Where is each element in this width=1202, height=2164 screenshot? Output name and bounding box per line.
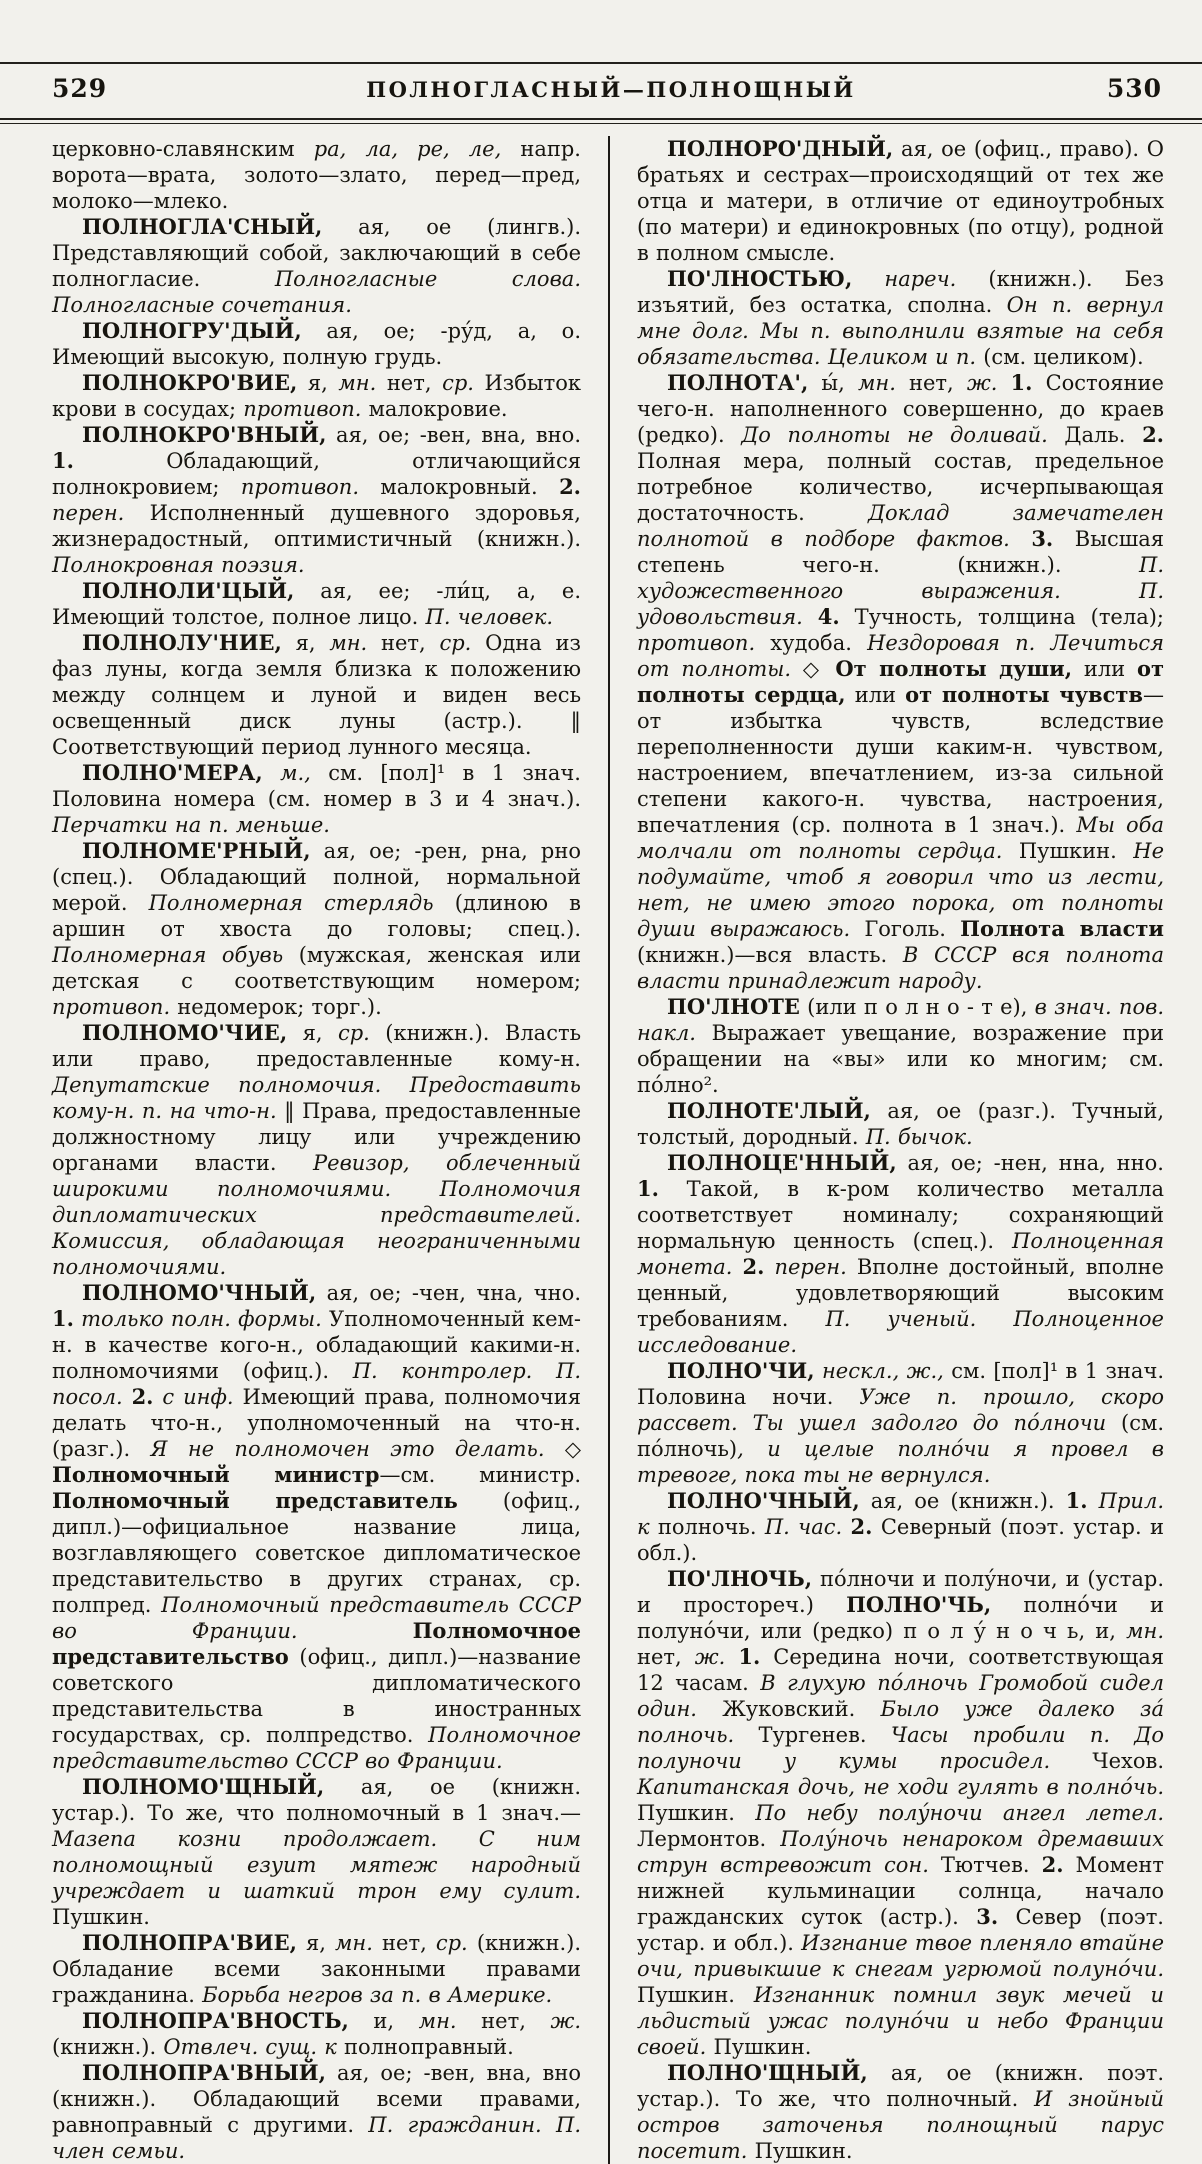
entry-text-bold: ПОЛНОКРО'ВНЫЙ, — [82, 422, 327, 447]
entry-text: ая, ое (лингв.). Представляющий собой, заключающий в себе полногласие. — [52, 215, 581, 291]
entry-text-bold: ПОЛНОГЛА'СНЫЙ, — [82, 214, 323, 239]
entry-text-bold: 3. — [976, 1904, 999, 1929]
entry-text-bold: 2. — [742, 1254, 765, 1279]
entry-text: ая, ое (книжн.). — [859, 1489, 1066, 1513]
right-column — [608, 136, 1164, 2164]
entry-text-italic: Уже п. прошло, скоро рассвет. Ты ушел задолго до по́лночи — [637, 1385, 1164, 1435]
entry-text-bold: ПО'ЛНОЧЬ, — [667, 1566, 813, 1591]
entry-text-italic: противоп. — [52, 995, 171, 1019]
entry-text-italic: м., — [280, 761, 311, 785]
entry-text-italic: В СССР вся полнота власти принадлежит народу. — [637, 943, 1164, 993]
entry-text-italic: Полу́ночь ненароком дремавших струн встревожит сон. — [637, 1827, 1164, 1877]
entry-text-bold: ПО'ЛНОСТЬЮ, — [667, 266, 853, 291]
entry-text-italic: Полномочное представительство СССР во Франции. — [52, 1723, 581, 1773]
entry-text: недомерок; торг.). — [170, 995, 382, 1019]
dictionary-entry — [637, 2060, 1164, 2164]
entry-text: Лермонтов. — [637, 1827, 781, 1851]
entry-text: полночь. — [649, 1515, 765, 1539]
entry-text: нет, — [456, 2009, 551, 2033]
entry-text-italic: Полноценная монета. — [637, 1229, 1164, 1279]
entry-text: ая, ее; -ли́ц, а, е. Имеющий толстое, полное лицо. — [52, 579, 581, 629]
page-number-right: 530 — [1106, 74, 1162, 103]
running-title: ПОЛНОГЛАСНЫЙ—ПОЛНОЩНЫЙ — [366, 77, 856, 102]
entry-text: см. [пол]¹ в 1 знач. Половина номера (см. номер в 3 и 4 знач.). — [52, 761, 581, 811]
entry-text-bold: ПОЛНОГРУ'ДЫЙ, — [82, 318, 302, 343]
entry-text: Тургенев. — [734, 1723, 891, 1747]
entry-text: Выражает увещание, возражение при обращении на «вы» или ко многим; см. по́лно². — [637, 1021, 1164, 1097]
entry-text-italic: Доклад замечателен полнотой в подборе фактов. — [637, 501, 1164, 551]
entry-text-italic: П. гражданин. П. член семьи. — [52, 2113, 581, 2163]
entry-text: Чехов. — [1050, 1749, 1164, 1773]
entry-text: ая, ое (разг.). Тучный, толстый, дородный. — [637, 1099, 1164, 1149]
dictionary-entry — [52, 760, 581, 838]
entry-text: ◇ — [544, 1437, 581, 1461]
entry-text: Одна из фаз луны, когда земля близка к положению между солнцем и луной и виден весь освещенный диск луны (астр.). ‖ Соответствующий период лунного месяца. — [52, 631, 581, 759]
entry-text-bold: от полноты сердца, — [637, 656, 1164, 707]
entry-text-bold: ПОЛНОЛУ'НИЕ, — [82, 630, 282, 655]
entry-text-italic: Изгнанник помнил звук мечей и льдистый ужас полуно́чи и небо Франции своей. — [637, 1983, 1164, 2059]
entry-text-bold: 3. — [1031, 526, 1054, 551]
entry-text-italic: ср. — [435, 1931, 468, 1955]
dictionary-entry — [52, 370, 581, 422]
entry-text-italic: ср. — [442, 371, 474, 395]
entry-text: Обладающий, отличающийся полнокровием; — [52, 449, 581, 499]
entry-text-bold: ПОЛНО'ЩНЫЙ, — [667, 2060, 868, 2085]
entry-text: Тучность, толщина (тела); — [839, 605, 1164, 629]
entry-text: (книжн.). Обладание всеми законными правами гражданина. — [52, 1931, 581, 2007]
entry-text-italic: ж. — [550, 2009, 581, 2033]
dictionary-entry — [637, 370, 1164, 994]
entry-text-italic: мн. — [338, 371, 377, 395]
dictionary-entry — [52, 630, 581, 760]
entry-text-italic: Полногласные слова. Полногласные сочетания. — [52, 267, 581, 317]
entry-text: я, — [296, 1931, 336, 1955]
entry-text-bold: ПОЛНО'ЧЬ, — [846, 1592, 992, 1617]
entry-text-bold: 4. — [817, 604, 840, 629]
entry-text-bold: Полнота власти — [960, 916, 1164, 941]
dictionary-entry — [52, 838, 581, 1020]
entry-text: Пушкин. — [637, 1801, 756, 1825]
entry-text-bold: Полномочный представитель — [52, 1488, 458, 1513]
entry-text: Даль. — [1047, 423, 1143, 447]
entry-text-italic: До полноты не доливай. — [741, 423, 1048, 447]
text-columns — [52, 136, 1164, 2164]
entry-text-bold: 1. — [52, 448, 74, 473]
dictionary-entry — [52, 1020, 581, 1280]
entry-text: Пушкин. — [706, 2035, 812, 2059]
entry-text: (длиною в аршин от хвоста до головы; спец.). — [52, 891, 581, 941]
entry-text-bold: 2. — [131, 1384, 154, 1409]
entry-text-italic: противоп. — [637, 631, 756, 655]
entry-text-italic: И знойный остров заточенья полнощный парус посетит. — [637, 2087, 1164, 2163]
entry-text — [803, 605, 818, 629]
entry-text-italic: В глухую по́лночь Громобой сидел один. — [637, 1671, 1164, 1721]
entry-text-italic: Отвлеч. сущ. к — [163, 2035, 337, 2059]
entry-text-italic: нескл., ж., — [814, 1359, 944, 1383]
dictionary-entry — [52, 578, 581, 630]
entry-text: (мужская, женская или детская с соответствующим номером; — [52, 943, 581, 993]
entry-text: Вполне достойный, вполне ценный, удовлетворяющий высоким требованиям. — [637, 1255, 1164, 1331]
entry-text-italic: ж. — [966, 371, 998, 395]
entry-text-bold: ПОЛНОМО'ЧИЕ, — [82, 1020, 288, 1045]
entry-text-bold: 1. — [738, 1644, 761, 1669]
entry-text: полноправный. — [336, 2035, 514, 2059]
entry-text-italic: с инф. — [153, 1385, 234, 1409]
entry-text: ая, ое; -нен, нна, нно. — [896, 1151, 1164, 1175]
entry-text — [725, 1645, 738, 1669]
entry-text-bold: ПОЛНОКРО'ВИЕ, — [82, 370, 298, 395]
page-top-rule — [0, 62, 1202, 64]
entry-text: Гоголь. — [850, 917, 961, 941]
entry-text: (или п о л н о - т е), — [799, 995, 1035, 1019]
dictionary-entry — [52, 318, 581, 370]
entry-text-bold: ПОЛНОМО'ЧНЫЙ, — [82, 1280, 317, 1305]
entry-text-bold: ПОЛНОЛИ'ЦЫЙ, — [82, 578, 295, 603]
dictionary-entry — [52, 1774, 581, 1930]
entry-text: ая, ое; -вен, вна, вно. — [326, 423, 581, 447]
entry-text-bold: ПОЛНОТА', — [667, 370, 809, 395]
entry-text-italic: Было уже далеко за́ полночь. — [637, 1697, 1164, 1747]
entry-text-italic: Полномерная обувь — [52, 943, 284, 967]
entry-text-italic: нареч. — [852, 267, 957, 291]
entry-text: (книжн.)—вся власть. — [637, 943, 903, 967]
dictionary-entry — [637, 994, 1164, 1098]
entry-text — [997, 371, 1010, 395]
entry-text: или — [1072, 657, 1137, 681]
entry-text: и, — [348, 2009, 419, 2033]
entry-text: ая, ое; -ру́д, а, о. Имеющий высокую, полную грудь. — [52, 319, 581, 369]
entry-text-bold: 2. — [850, 1514, 873, 1539]
entry-text-italic: П. ученый. Полноценное исследование. — [637, 1307, 1164, 1357]
entry-text-bold: ПО'ЛНОТЕ — [667, 994, 800, 1019]
entry-text: полно́чи и полуно́чи, или (редко) п о л у́ н о ч ь, и, — [637, 1593, 1164, 1643]
entry-text: Момент нижней кульминации солнца, начало гражданских суток (астр.). — [637, 1853, 1165, 1929]
entry-text: ая, ое (книжн. поэт. устар.). То же, что полночный. — [637, 2061, 1164, 2111]
entry-text-italic: противоп. — [240, 475, 360, 499]
entry-text-italic: мн. — [418, 2009, 457, 2033]
entry-text: нет, — [376, 371, 443, 395]
dictionary-entry — [52, 1280, 581, 1774]
entry-text: ая, ое; -рен, рна, рно (спец.). Обладающий полной, нормальной мерой. — [52, 839, 581, 915]
dictionary-entry — [52, 422, 581, 578]
entry-text-bold: 2. — [1142, 422, 1164, 447]
entry-text — [1010, 527, 1032, 551]
entry-text: Пушкин. — [747, 2139, 853, 2163]
entry-text: Исполненный душевного здоровья, жизнерадостный, оптимистичный (книжн.). — [52, 501, 581, 551]
entry-text: Пушкин. — [52, 1905, 150, 1929]
entry-text-italic: Изгнание твое пленяло втайне очи, привыкшие к снегам угрюмой полуно́чи. — [637, 1931, 1165, 1981]
entry-text: Высшая степень чего-н. (книжн.). — [637, 527, 1165, 577]
dictionary-entry — [637, 1566, 1164, 2060]
entry-text — [123, 1385, 132, 1409]
entry-text-bold: От полноты души, — [835, 656, 1073, 681]
entry-text: (см. целиком). — [976, 345, 1144, 369]
entry-text: малокровие. — [361, 397, 508, 421]
entry-text-bold: ПОЛНОЦЕ'ННЫЙ, — [667, 1150, 897, 1175]
entry-text: или — [845, 683, 906, 707]
entry-text: (офиц., дипл.)—название советского дипломатического представительства в иностранных государствах, ср. полпредство. — [52, 1645, 581, 1747]
entry-text: ая, ое; -вен, вна, вно (книжн.). Обладающий всеми правами, равноправный с другими. — [52, 2061, 581, 2137]
entry-text-italic: По небу полу́ночи ангел летел. — [755, 1801, 1164, 1825]
entry-text: Полная мера, полный состав, предельное потребное количество, исчерпывающая достаточность. — [637, 449, 1164, 525]
entry-text: см. [пол]¹ в 1 знач. Половина ночи. — [637, 1359, 1164, 1409]
entry-text-italic: П. час. — [764, 1515, 843, 1539]
entry-text — [298, 1619, 413, 1643]
entry-text: напр. ворота—врата, золото—злато, перед—пред, молоко—млеко. — [52, 137, 581, 213]
entry-text: —см. министр. — [379, 1463, 581, 1487]
entry-text-italic: мн. — [857, 371, 896, 395]
entry-text-bold: 1. — [637, 1176, 659, 1201]
entry-text: нет, — [367, 631, 440, 655]
entry-text-italic: только полн. формы. — [73, 1307, 322, 1331]
entry-text-italic: , и целые полно́чи я провел в тревоге, пока ты не вернулся. — [637, 1437, 1164, 1487]
entry-text-italic: перен. — [764, 1255, 847, 1279]
dictionary-entry — [637, 136, 1164, 266]
running-head — [52, 74, 1162, 103]
entry-text: церковно-славянским — [52, 137, 314, 161]
entry-text — [732, 1255, 742, 1279]
entry-text: худоба. — [755, 631, 868, 655]
entry-text: нет, — [637, 1645, 695, 1669]
entry-text — [263, 761, 280, 785]
entry-continuation — [52, 136, 581, 214]
entry-text-bold: ПОЛНО'МЕРА, — [82, 760, 263, 785]
entry-text-italic: П. художественного выражения. П. удовольствия. — [637, 553, 1164, 629]
entry-text — [842, 1515, 850, 1539]
entry-text-italic: ср. — [439, 631, 472, 655]
entry-text-bold: 1. — [1065, 1488, 1088, 1513]
left-column — [52, 136, 608, 2164]
entry-text: Пушкин. — [637, 1983, 754, 2007]
entry-text-italic: Полнокровная поэзия. — [52, 553, 305, 577]
entry-text-italic: Не подумайте, чтоб я говорил что из лести, нет, не имею этого порока, от полноты души выражаюсь. — [637, 839, 1164, 941]
dictionary-entry — [52, 2060, 581, 2164]
entry-text-bold: ПОЛНОПРА'ВНОСТЬ, — [82, 2008, 349, 2033]
dictionary-entry — [637, 266, 1164, 370]
entry-text: ‖ Права, предоставленные должностному лицу или учреждению органами власти. — [52, 1099, 582, 1175]
entry-text: Состояние чего-н. наполненного совершенно, до краев (редко). — [637, 371, 1164, 447]
entry-text: ая, ое; -чен, чна, чно. — [316, 1281, 581, 1305]
entry-text-italic: П. контролер. П. посол. — [52, 1359, 581, 1409]
entry-text-italic: Мы оба молчали от полноты сердца. — [637, 813, 1165, 863]
entry-text-italic: Капитанская дочь, не ходи гулять в полно́чь. — [637, 1775, 1164, 1799]
dictionary-entry — [52, 1930, 581, 2008]
dictionary-entry — [637, 1150, 1164, 1358]
page-number-left: 529 — [52, 74, 108, 103]
entry-text-italic: мн. — [335, 1931, 373, 1955]
entry-text: Север (поэт. устар. и обл.). — [637, 1905, 1164, 1955]
entry-text: Уполномоченный кем-н. в качестве кого-н., обладающий какими-н. полномочиями (офиц.). — [52, 1307, 581, 1383]
dictionary-entry — [637, 1358, 1164, 1488]
entry-text: Пушкин. — [1002, 839, 1134, 863]
entry-text-italic: Депутатские полномочия. Предоставить кому-н. п. на что-н. — [52, 1073, 581, 1123]
entry-text-bold: 2. — [1041, 1852, 1064, 1877]
entry-text-bold: ПОЛНОТЕ'ЛЫЙ, — [667, 1098, 871, 1123]
entry-text-italic: Мазепа козни продолжает. С ним полномощный езуит мятеж народный учреждает и шаткий трон ему сулит. — [52, 1827, 581, 1903]
entry-text-italic: Прил. к — [637, 1489, 1164, 1539]
entry-text: нет, — [895, 371, 967, 395]
entry-text-italic: мн. — [1126, 1619, 1164, 1643]
entry-text: (офиц., дипл.)—официальное название лица, возглавляющего советское дипломатическое представительство в других странах, ср. полпред. — [52, 1489, 581, 1617]
entry-text-bold: ПОЛНОМЕ'РНЫЙ, — [82, 838, 311, 863]
entry-text-italic: Нездоровая п. Лечиться от полноты. — [637, 631, 1165, 681]
entry-text-italic: ср. — [337, 1021, 370, 1045]
entry-text: нет, — [372, 1931, 436, 1955]
entry-text-italic: П. человек. — [425, 605, 554, 629]
entry-text-italic: Часы пробили п. До полуночи у кумы просидел. — [637, 1723, 1164, 1773]
entry-text-italic: ра, ла, ре, ле, — [313, 137, 502, 161]
entry-text: (см. по́лночь) — [637, 1411, 1165, 1461]
dictionary-entry — [637, 1488, 1164, 1566]
entry-text: ая, ое (книжн. устар.). То же, что полномочный в 1 знач.— — [52, 1775, 581, 1825]
entry-text-italic: Перчатки на п. меньше. — [52, 813, 330, 837]
entry-text-italic: перен. — [52, 501, 125, 525]
entry-text-bold: Полномочный министр — [52, 1462, 380, 1487]
entry-text-italic: Он п. вернул мне долг. Мы п. выполнили взятые на себя обязательства. Целиком и п. — [637, 293, 1164, 369]
entry-text-italic: Борьба негров за п. в Америке. — [202, 1983, 553, 2007]
entry-text-bold: ПОЛНОМО'ЩНЫЙ, — [82, 1774, 325, 1799]
entry-text: я, — [281, 631, 330, 655]
entry-text: Такой, в к-ром количество металла соответствует номиналу; сохраняющий нормальную ценность (спец.). — [637, 1177, 1164, 1253]
entry-text: ы́, — [808, 371, 858, 395]
entry-text-italic: в знач. пов. накл. — [637, 995, 1164, 1045]
entry-text: я, — [297, 371, 339, 395]
entry-text: (книжн.). — [52, 2035, 164, 2059]
entry-text-bold: от полноты чувств — [905, 682, 1144, 707]
entry-text-bold: Полномочное представительство — [52, 1618, 581, 1669]
entry-text: Жуковский. — [697, 1697, 881, 1721]
entry-text-bold: 1. — [1010, 370, 1033, 395]
entry-text-bold: ПОЛНО'ЧИ, — [667, 1358, 815, 1383]
entry-text: ◇ — [791, 657, 836, 681]
entry-text-italic: мн. — [329, 631, 368, 655]
entry-text: малокровный. — [359, 475, 560, 499]
entry-text-italic: ж. — [694, 1645, 726, 1669]
entry-text: ая, ое (офиц., право). О братьях и сестрах—происходящий от тех же отца и матери, в отличие от единоутробных (по матери) и единокровных (по отцу), родной в полном смысле. — [637, 137, 1164, 265]
entry-text-italic: Ревизор, облеченный широкими полномочиями. Полномочия дипломатических представителей. Комиссия, обладающая неограниченными полномочиями. — [52, 1151, 581, 1279]
entry-text: Северный (поэт. устар. и обл.). — [637, 1515, 1164, 1565]
entry-text-bold: 1. — [52, 1306, 74, 1331]
entry-text-italic: противоп. — [243, 397, 362, 421]
entry-text: Тютчев. — [928, 1853, 1042, 1877]
entry-text-italic: П. бычок. — [865, 1125, 973, 1149]
dictionary-entry — [637, 1098, 1164, 1150]
entry-text: Середина ночи, соответствующая 12 часам. — [637, 1645, 1164, 1695]
entry-text: я, — [287, 1021, 338, 1045]
entry-text-bold: ПОЛНО'ЧНЫЙ, — [667, 1488, 860, 1513]
entry-text-bold: 2. — [559, 474, 581, 499]
header-double-rule — [0, 118, 1202, 124]
dictionary-entry — [52, 214, 581, 318]
entry-text-italic: Я не полномочен это делать. — [150, 1437, 545, 1461]
entry-text: Избыток крови в сосудах; — [52, 371, 581, 421]
entry-text-bold: ПОЛНОПРА'ВНЫЙ, — [82, 2060, 326, 2085]
entry-text-bold: ПОЛНОРО'ДНЫЙ, — [667, 136, 894, 161]
entry-text: по́лночи и полу́ночи, и (устар. и простореч.) — [637, 1567, 1164, 1617]
entry-text-italic: Полномерная стерлядь — [148, 891, 434, 915]
entry-text-italic: Полномочный представитель СССР во Франции. — [52, 1593, 581, 1643]
entry-text: Имеющий права, полномочия делать что-н., уполномоченный на что-н. (разг.). — [52, 1385, 581, 1461]
entry-text-bold: ПОЛНОПРА'ВИЕ, — [82, 1930, 297, 1955]
entry-text: (книжн.). Без изъятий, без остатка, сполна. — [637, 267, 1165, 317]
entry-text: (книжн.). Власть или право, предоставленные кому-н. — [52, 1021, 581, 1071]
entry-text: —от избытка чувств, вследствие переполненности души каким-н. чувством, настроением, впечатлением, из-за сильной степени какого-н. чувства, настроения, впечатления (ср. полнота в 1 знач.). — [637, 683, 1165, 837]
dictionary-entry — [52, 2008, 581, 2060]
